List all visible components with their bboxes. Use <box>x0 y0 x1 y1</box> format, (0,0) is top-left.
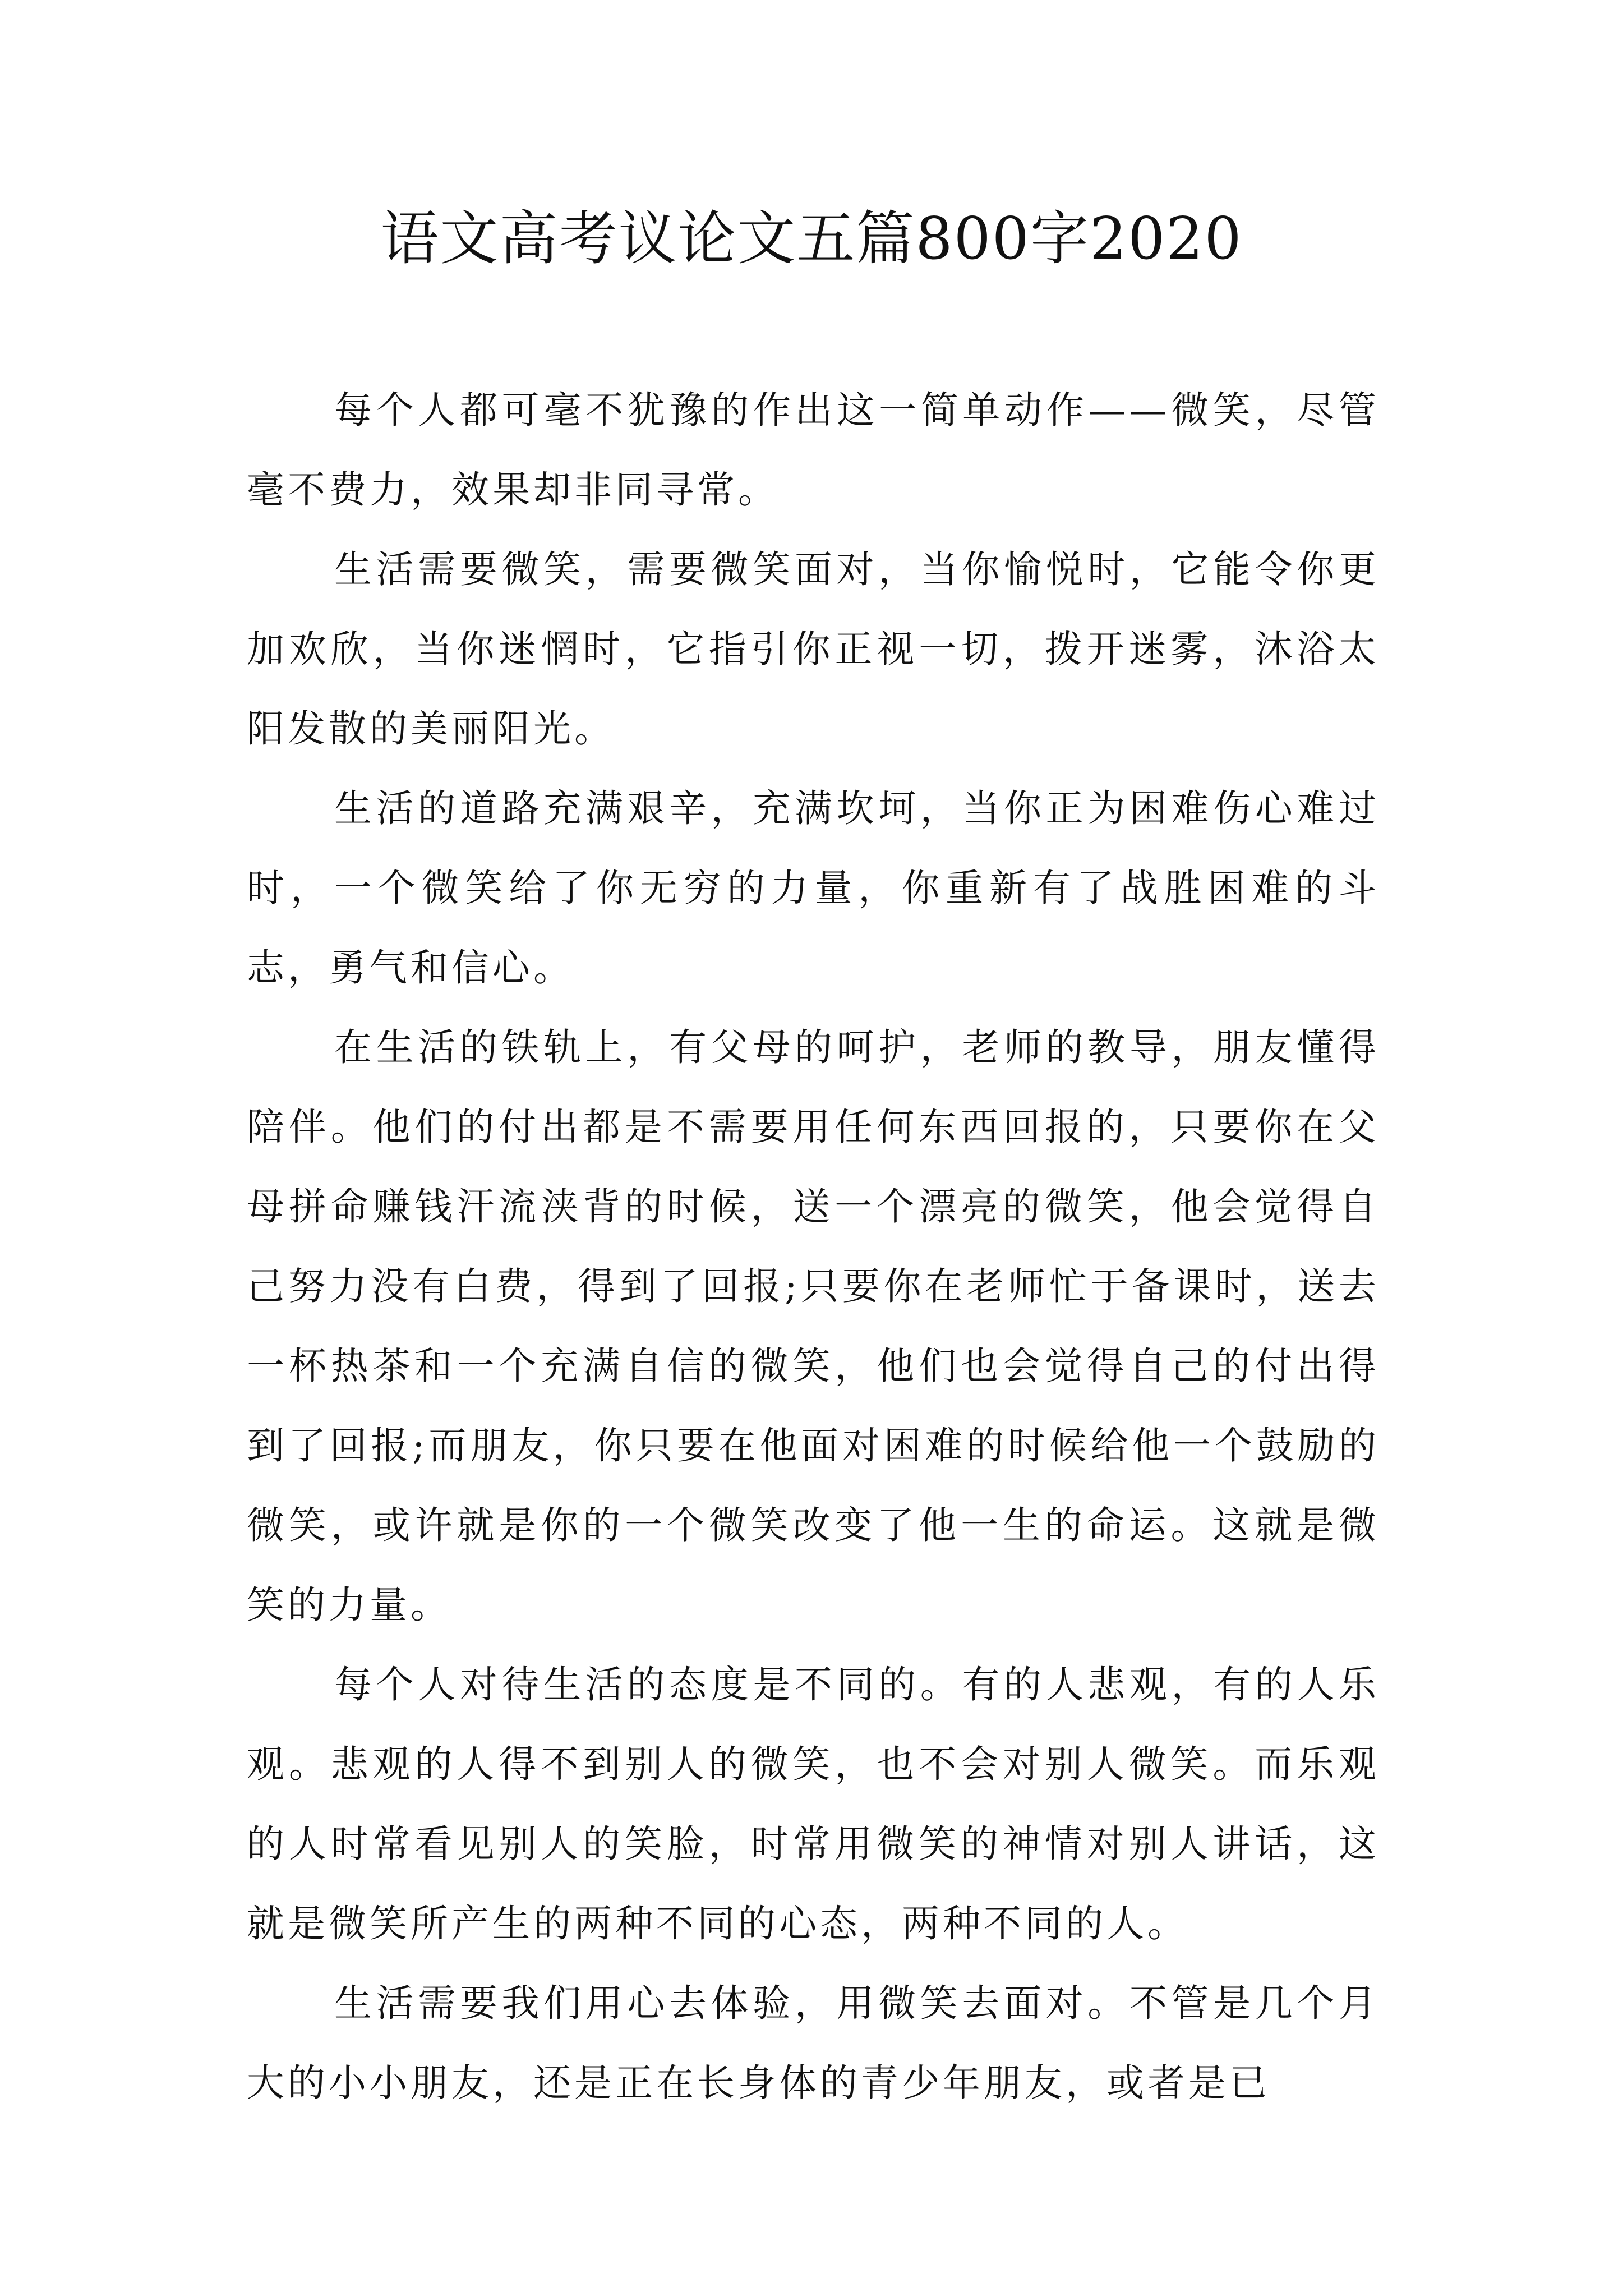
paragraph-5: 每个人对待生活的态度是不同的。有的人悲观，有的人乐观。悲观的人得不到别人的微笑，也不会对别人微笑。而乐观的人时常看见别人的笑脸，时常用微笑的神情对别人讲话，这就是微笑所产生的两种不同的心态，两种不同的人。 <box>247 1663 1380 1945</box>
paragraph-6: 生活需要我们用心去体验，用微笑去面对。不管是几个月大的小小朋友，还是正在长身体的青少年朋友，或者是已 <box>247 1981 1380 2105</box>
document-body <box>247 370 1380 2123</box>
document-title: 语文高考议论文五篇800字2020 <box>380 204 1243 273</box>
paragraph-3: 生活的道路充满艰辛，充满坎坷，当你正为困难伤心难过时，一个微笑给了你无穷的力量，你重新有了战胜困难的斗志，勇气和信心。 <box>247 786 1380 990</box>
paragraph-2: 生活需要微笑，需要微笑面对，当你愉悦时，它能令你更加欢欣，当你迷惘时，它指引你正视一切，拨开迷雾，沐浴太阳发散的美丽阳光。 <box>247 547 1380 751</box>
paragraph-4: 在生活的铁轨上，有父母的呵护，老师的教导，朋友懂得陪伴。他们的付出都是不需要用任何东西回报的，只要你在父母拼命赚钱汗流浃背的时候，送一个漂亮的微笑，他会觉得自己努力没有白费，得到了回报;只要你在老师忙于备课时，送去一杯热茶和一个充满自信的微笑，他们也会觉得自己的付出得到了回报;而朋友，你只要在他面对困难的时候给他一个鼓励的微笑，或许就是你的一个微笑改变了他一生的命运。这就是微笑的力量。 <box>247 1025 1380 1627</box>
paragraph-1: 每个人都可毫不犹豫的作出这一简单动作——微笑，尽管毫不费力，效果却非同寻常。 <box>247 388 1380 512</box>
